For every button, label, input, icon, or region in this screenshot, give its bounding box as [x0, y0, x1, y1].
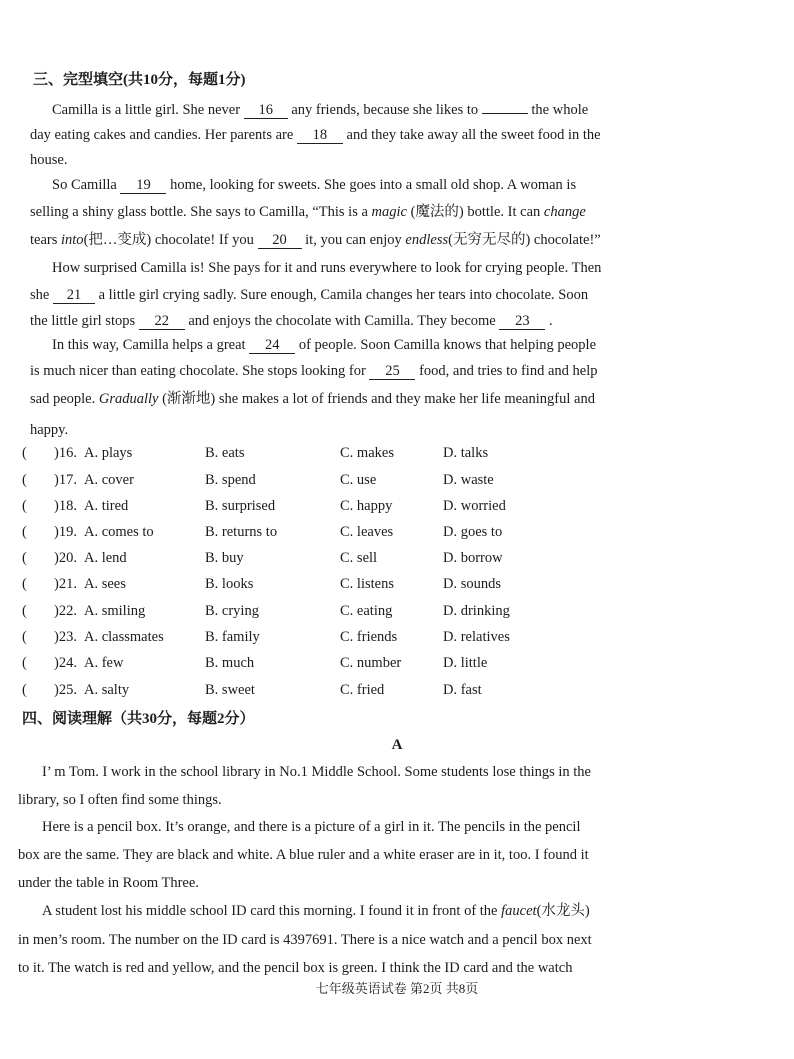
- cloze-p4-line2: is much nicer than eating chocolate. She stops looking for 25 food, and tries to find and help: [30, 363, 598, 379]
- option-a[interactable]: A. lend: [84, 550, 127, 566]
- page-footer: 七年级英语试卷 第2页 共8页: [315, 981, 479, 996]
- option-d[interactable]: D. goes to: [443, 524, 503, 540]
- reading-line-7: in men’s room. The number on the ID card is 4397691. There is a nice watch and a pencil box next: [18, 932, 592, 948]
- option-c[interactable]: C. listens: [340, 576, 394, 592]
- option-d[interactable]: D. fast: [443, 682, 482, 698]
- answer-paren[interactable]: (: [22, 550, 27, 566]
- option-c[interactable]: C. friends: [340, 629, 398, 645]
- blank-16[interactable]: 16: [244, 103, 288, 119]
- reading-line-8: to it. The watch is red and yellow, and the pencil box is green. I think the ID card and the watch: [18, 960, 573, 976]
- cloze-p1-line3: house.: [30, 152, 68, 168]
- option-b[interactable]: B. surprised: [205, 498, 276, 514]
- cloze-p1-line2: day eating cakes and candies. Her parents are 18 and they take away all the sweet food in the: [30, 127, 601, 143]
- cloze-p4-line3: sad people. Gradually (渐渐地) she makes a lot of friends and they make her life meaningful and: [30, 391, 595, 407]
- option-d[interactable]: D. borrow: [443, 550, 503, 566]
- answer-paren[interactable]: (: [22, 629, 27, 645]
- option-c[interactable]: C. number: [340, 655, 402, 671]
- blank-17[interactable]: [482, 113, 528, 114]
- option-b[interactable]: B. buy: [205, 550, 244, 566]
- blank-18[interactable]: 18: [297, 128, 343, 144]
- option-c[interactable]: C. makes: [340, 445, 394, 461]
- question-number: )16.: [54, 445, 77, 461]
- cloze-p2-line1: So Camilla 19 home, looking for sweets. She goes into a small old shop. A woman is: [52, 177, 577, 193]
- option-d[interactable]: D. sounds: [443, 576, 502, 592]
- answer-paren[interactable]: (: [22, 682, 27, 698]
- cloze-p2-line3: tears into(把…变成) chocolate! If you 20 it, you can enjoy endless(无穷无尽的) chocolate!”: [30, 232, 601, 248]
- answer-paren[interactable]: (: [22, 576, 27, 592]
- option-b[interactable]: B. crying: [205, 603, 259, 619]
- answer-paren[interactable]: (: [22, 445, 27, 461]
- reading-line-3: Here is a pencil box. It’s orange, and there is a picture of a girl in it. The pencils in the pencil: [42, 819, 581, 835]
- reading-line-5: under the table in Room Three.: [18, 875, 199, 891]
- cloze-p4-line1: In this way, Camilla helps a great 24 of people. Soon Camilla knows that helping people: [52, 337, 597, 353]
- blank-22[interactable]: 22: [139, 314, 185, 330]
- question-number: )23.: [54, 629, 77, 645]
- option-c[interactable]: C. sell: [340, 550, 378, 566]
- option-d[interactable]: D. waste: [443, 472, 494, 488]
- option-d[interactable]: D. worried: [443, 498, 506, 514]
- blank-20[interactable]: 20: [258, 233, 302, 249]
- option-b[interactable]: B. spend: [205, 472, 256, 488]
- option-b[interactable]: B. returns to: [205, 524, 278, 540]
- option-b[interactable]: B. eats: [205, 445, 245, 461]
- option-a[interactable]: A. salty: [84, 682, 130, 698]
- reading-line-6: A student lost his middle school ID card this morning. I found it in front of the faucet(水龙头): [42, 903, 590, 919]
- answer-paren[interactable]: (: [22, 498, 27, 514]
- option-a[interactable]: A. few: [84, 655, 124, 671]
- option-b[interactable]: B. much: [205, 655, 255, 671]
- option-c[interactable]: C. fried: [340, 682, 385, 698]
- blank-25[interactable]: 25: [369, 364, 415, 380]
- blank-24[interactable]: 24: [249, 338, 295, 354]
- blank-23[interactable]: 23: [499, 314, 545, 330]
- option-d[interactable]: D. relatives: [443, 629, 510, 645]
- option-c[interactable]: C. happy: [340, 498, 393, 514]
- reading-line-2: library, so I often find some things.: [18, 792, 222, 808]
- option-c[interactable]: C. leaves: [340, 524, 394, 540]
- option-c[interactable]: C. eating: [340, 603, 393, 619]
- question-number: )25.: [54, 682, 77, 698]
- section-3-heading: 三、完型填空(共10分，每题1分): [33, 72, 246, 88]
- answer-paren[interactable]: (: [22, 472, 27, 488]
- option-a[interactable]: A. tired: [84, 498, 129, 514]
- option-d[interactable]: D. drinking: [443, 603, 510, 619]
- cloze-p2-line2: selling a shiny glass bottle. She says to Camilla, “This is a magic (魔法的) bottle. It can change: [30, 204, 586, 220]
- reading-line-4: box are the same. They are black and white. A blue ruler and a white eraser are in it, too. I found it: [18, 847, 589, 863]
- option-b[interactable]: B. sweet: [205, 682, 255, 698]
- reading-line-1: I’ m Tom. I work in the school library in No.1 Middle School. Some students lose things in the: [42, 764, 591, 780]
- option-a[interactable]: A. sees: [84, 576, 126, 592]
- answer-paren[interactable]: (: [22, 655, 27, 671]
- option-b[interactable]: B. family: [205, 629, 260, 645]
- question-number: )19.: [54, 524, 77, 540]
- option-b[interactable]: B. looks: [205, 576, 254, 592]
- cloze-p4-line4: happy.: [30, 422, 69, 438]
- option-d[interactable]: D. little: [443, 655, 488, 671]
- question-number: )24.: [54, 655, 77, 671]
- blank-21[interactable]: 21: [53, 288, 95, 304]
- option-a[interactable]: A. comes to: [84, 524, 154, 540]
- question-number: )17.: [54, 472, 77, 488]
- question-number: )20.: [54, 550, 77, 566]
- section-4-heading: 四、阅读理解（共30分，每题2分）: [22, 711, 255, 727]
- cloze-p1-line1: Camilla is a little girl. She never 16 any friends, because she likes to the whole: [52, 102, 589, 118]
- question-number: )22.: [54, 603, 77, 619]
- option-d[interactable]: D. talks: [443, 445, 489, 461]
- option-a[interactable]: A. classmates: [84, 629, 164, 645]
- question-number: )18.: [54, 498, 77, 514]
- option-a[interactable]: A. cover: [84, 472, 134, 488]
- cloze-p3-line2: she 21 a little girl crying sadly. Sure enough, Camila changes her tears into chocolate. Soon: [30, 287, 589, 303]
- passage-title: A: [391, 737, 403, 753]
- blank-19[interactable]: 19: [120, 178, 166, 194]
- option-a[interactable]: A. smiling: [84, 603, 146, 619]
- option-a[interactable]: A. plays: [84, 445, 133, 461]
- cloze-p3-line3: the little girl stops 22 and enjoys the chocolate with Camilla. They become 23 .: [30, 313, 553, 329]
- answer-paren[interactable]: (: [22, 603, 27, 619]
- question-number: )21.: [54, 576, 77, 592]
- option-c[interactable]: C. use: [340, 472, 377, 488]
- answer-paren[interactable]: (: [22, 524, 27, 540]
- cloze-p3-line1: How surprised Camilla is! She pays for it and runs everywhere to look for crying people. Then: [52, 260, 602, 276]
